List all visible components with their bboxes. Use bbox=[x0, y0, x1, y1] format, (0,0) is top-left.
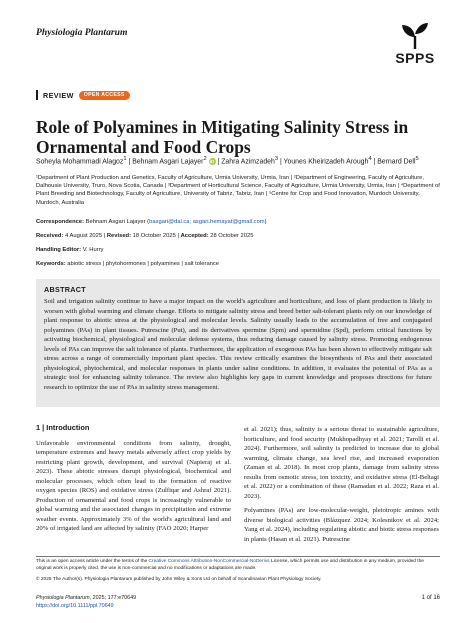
dates: Received: 4 August 2025 | Revised: 18 October 2025 | Accepted: 28 October 2025 bbox=[36, 233, 254, 239]
keywords: Keywords: abiotic stress | phytohormones | polyamines | salt tolerance bbox=[36, 261, 220, 267]
abstract-box bbox=[36, 279, 440, 407]
author-list: Soheyla Mohammadi Alagoz$^1$ | Behnam Asgari Lajayer$^2$ iD | Zahra Azimzadeh$^3$ | Younes Kheirizadeh Arough$^4$ | Bernard Dell$^5$ bbox=[36, 156, 419, 166]
affiliations: ¹Department of Plant Production and Genetics, Faculty of Agriculture, Urmia University, Urmia, Iran | ²Department of Engineering, Faculty of Agriculture, Dalhousie University, Truro, Nova Scotia, Canada | ³Department of Horticultural Science, Faculty of Agriculture, Urmia University, Urmia, Iran | ⁴Department of Plant Breeding and Biotechnology, Faculty of Agriculture, University of Tabriz, Tabriz, Iran | ⁵Centre for Crop and Food Innovation, Murdoch University, Murdoch, Australia bbox=[36, 175, 440, 206]
handling-editor: Handling Editor: V. Hurry bbox=[36, 247, 104, 253]
open-access-badge: OPEN ACCESS bbox=[79, 91, 130, 100]
author-name[interactable]: Soheyla Mohammadi Alagoz bbox=[36, 158, 124, 166]
copyright-notice: © 2025 The Author(s). Physiologia Plantarum published by John Wiley & Sons Ltd on behalf of Scandinavian Plant Physiology Society. bbox=[36, 577, 322, 582]
type-marker bbox=[36, 90, 38, 100]
section-heading: 1 | Introduction bbox=[36, 423, 90, 432]
body-paragraph: et al. 2021); thus, salinity is a serious threat to sustainable agriculture, horticulture, and food security (Mukhopadhyay et al. 2021; Tarolli et al. 2024). Furthermore, soil salinity is predicted to increase due to global warming, climate change, sea level rise, and increased evaporation (Zaman et al. 2018). In most crop plants, damage from salinity stress results from osmotic stress, ion toxicity, and oxidative stress (El-Beltagi et al. 2022) or a combination of these (Ramadan et al. 2022; Raza et al. 2023). bbox=[244, 426, 439, 500]
article-type-row bbox=[36, 90, 130, 100]
abstract-text: Soil and irrigation salinity continue to have a major impact on the world's agriculture and horticulture, and loss of plant production is likely to worsen with global warming and climate change. Efforts to mitigate salinity stress and breed better salt-tolerant plants rely on our knowledge of plant response to abiotic stress at the physiological and molecular levels. Salinity usually leads to the accumulation of free and conjugated polyamines (PAs) in plant tissues. Putrescine (Put), and its derivatives spermine (Spm) and spermidine (Spd), perform critical functions by activating biochemical, physiological and molecular defense systems, thus reducing damage caused by salinity stress. Promoting endogenous levels of PAs can improve the salt tolerance of plants. Furthermore, the application of exogenous PAs has been shown to effectively mitigate salt stress across a range of commercially important plant species. This review critically examines the biosynthesis of PAs and their associated physiological, phytochemical, and molecular responses in plants under saline conditions. In addition, it evaluates the potential of PAs as a strategic tool for enhancing salinity tolerance. The review also highlights key gaps in current knowledge and proposes directions for future research to optimize the use of PAs in salinity stress management. bbox=[44, 298, 432, 391]
body-column-right bbox=[244, 425, 439, 549]
spps-logo[interactable] bbox=[389, 22, 441, 70]
footer-divider bbox=[36, 556, 440, 557]
author-name[interactable]: Bernard Dell bbox=[377, 158, 416, 166]
correspondence: Correspondence: Behnam Asgari Lajayer (basgari@dal.ca; asgari.hemayat@gmail.com) bbox=[36, 219, 267, 225]
license-notice: This is an open access article under the terms of the Creative Commons Attribution-NonCommercial-NoDerivs License, which permits use and distribution in any medium, provided the original work is properly cited, the use is non-commercial and no modifications or adaptations are made. bbox=[36, 559, 424, 571]
doi-link[interactable]: https://doi.org/10.1111/ppl.70649 bbox=[36, 602, 114, 609]
author-name[interactable]: Zahra Azimzadeh bbox=[221, 158, 275, 166]
body-column-left bbox=[36, 423, 231, 539]
email-link[interactable]: basgari@dal.ca; asgari.hemayat@gmail.com bbox=[149, 219, 265, 225]
body-paragraph: Unfavorable environmental conditions from salinity, drought, temperature extremes and heavy metals adversely affect crop yields by restricting plant growth, development, and survival (Napieraj et al. 2023). These abiotic stresses disrupt physiological, biochemical and molecular processes, which often lead to the formation of reactive oxygen species (ROS) and oxidative stress (Zulfiqar and Ashraf 2021). Production of ornamental and food crops is increasingly vulnerable to global warming and the associated changes in precipitation and extreme weather events. Approximately 3% of the world's agricultural land and 20% of irrigated land are affected by salinity (FAO 2020; Harper bbox=[36, 439, 231, 533]
author-name[interactable]: Younes Kheirizadeh Arough bbox=[283, 158, 369, 166]
page-number: 1 of 16 bbox=[421, 595, 440, 601]
article-title: Role of Polyamines in Mitigating Salinity Stress in Ornamental and Food Crops bbox=[36, 117, 409, 158]
author-name[interactable]: Behnam Asgari Lajayer bbox=[132, 158, 204, 166]
citation-info: Physiologia Plantarum, 2025; 177:e70649 https://doi.org/10.1111/ppl.70649 bbox=[36, 595, 137, 609]
orcid-icon[interactable]: iD bbox=[209, 158, 215, 164]
journal-name[interactable]: Physiologia Plantarum bbox=[36, 27, 128, 38]
article-type-label: REVIEW bbox=[43, 90, 74, 100]
license-link[interactable]: Creative Commons Attribution-NonCommercial-NoDerivs bbox=[148, 559, 270, 564]
body-paragraph: Polyamines (PAs) are low-molecular-weight, pleiotropic amines with diverse biological activities (Blázquez 2024; Kolesnikov et al. 2024; Yang et al. 2024), including regulating abiotic and biotic stress responses in plants (Hasan et al. 2021). Putrescine bbox=[244, 507, 439, 543]
abstract-heading: ABSTRACT bbox=[44, 285, 86, 294]
logo-text: SPPS bbox=[395, 50, 435, 66]
seedling-icon bbox=[400, 22, 430, 50]
